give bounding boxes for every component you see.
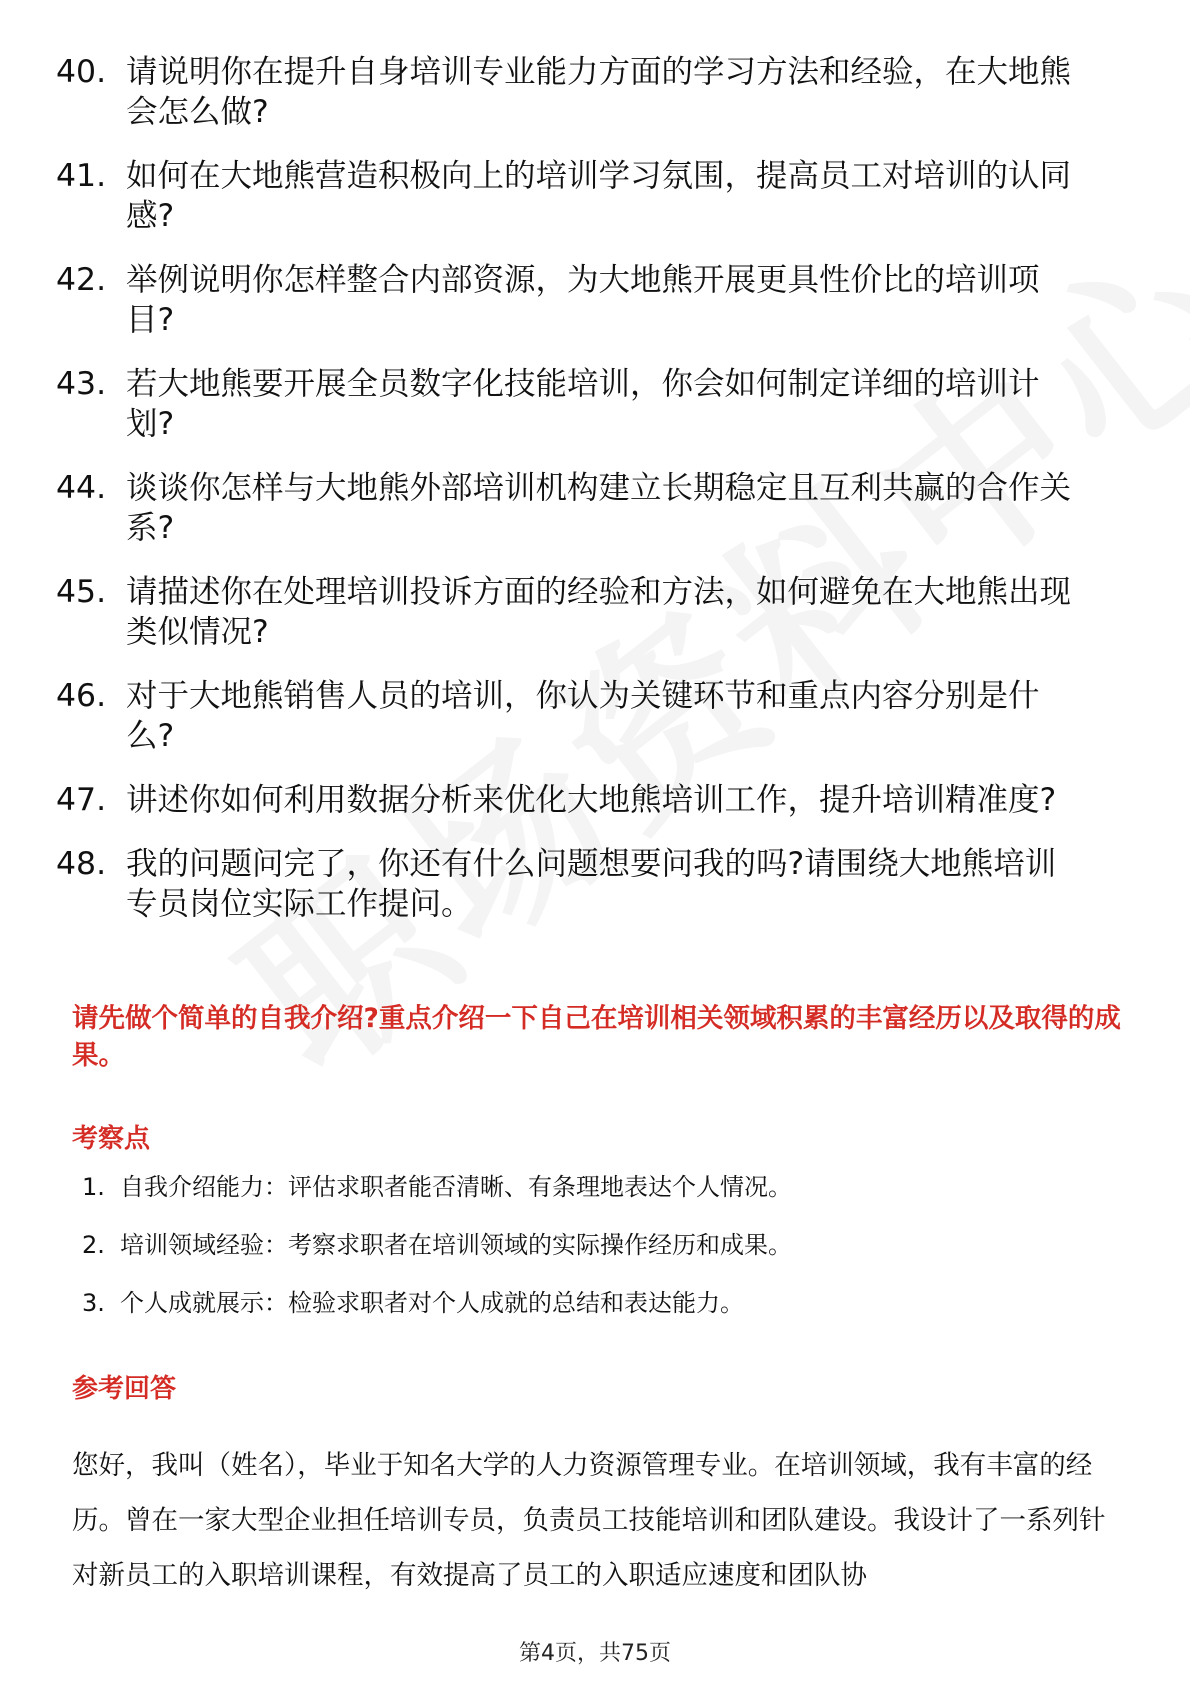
question-number: 47. [56, 782, 107, 818]
question-text: 请说明你在提升自身培训专业能力方面的学习方法和经验，在大地熊会怎么做? [126, 54, 1072, 130]
answer-heading: 参考回答 [72, 1374, 177, 1404]
question-number: 42. [56, 262, 107, 298]
question-text: 讲述你如何利用数据分析来优化大地熊培训工作，提升培训精准度? [126, 782, 1057, 818]
question-item [56, 260, 1136, 340]
point-text: 自我介绍能力：评估求职者能否清晰、有条理地表达个人情况。 [120, 1173, 792, 1201]
question-item [56, 844, 1136, 924]
answer-paragraph: 您好，我叫（姓名），毕业于知名大学的人力资源管理专业。在培训领域，我有丰富的经历。曾在一家大型企业担任培训专员，负责员工技能培训和团队建设。我设计了一系列针对新员工的入职培训课程，有效提高了员工的入职适应速度和团队协 [72, 1450, 1106, 1591]
question-number: 44. [56, 470, 107, 506]
question-text: 如何在大地熊营造积极向上的培训学习氛围，提高员工对培训的认同感? [126, 158, 1072, 234]
question-item [56, 364, 1136, 444]
question-item [56, 780, 1136, 820]
question-text: 请描述你在处理培训投诉方面的经验和方法，如何避免在大地熊出现类似情况? [126, 574, 1072, 650]
question-text: 我的问题问完了，你还有什么问题想要问我的吗?请围绕大地熊培训专员岗位实际工作提问。 [126, 846, 1057, 922]
point-text: 培训领域经验：考察求职者在培训领域的实际操作经历和成果。 [120, 1231, 792, 1259]
question-number: 45. [56, 574, 107, 610]
point-number: 3. [82, 1289, 105, 1317]
point-number: 1. [82, 1173, 105, 1201]
question-list [56, 52, 1136, 948]
question-number: 46. [56, 678, 107, 714]
intro-question-heading: 请先做个简单的自我介绍?重点介绍一下自己在培训相关领域积累的丰富经历以及取得的成果。 [72, 1003, 1121, 1071]
question-text: 对于大地熊销售人员的培训，你认为关键环节和重点内容分别是什么? [126, 678, 1040, 754]
question-item [56, 572, 1136, 652]
point-item [82, 1172, 1122, 1202]
question-text: 谈谈你怎样与大地熊外部培训机构建立长期稳定且互利共赢的合作关系? [126, 470, 1072, 546]
question-text: 举例说明你怎样整合内部资源，为大地熊开展更具性价比的培训项目? [126, 262, 1040, 338]
point-number: 2. [82, 1231, 105, 1259]
point-item [82, 1230, 1122, 1260]
question-number: 43. [56, 366, 107, 402]
question-item [56, 468, 1136, 548]
question-number: 41. [56, 158, 107, 194]
points-heading: 考察点 [72, 1124, 151, 1154]
question-text: 若大地熊要开展全员数字化技能培训，你会如何制定详细的培训计划? [126, 366, 1040, 442]
question-item [56, 52, 1136, 132]
question-item [56, 156, 1136, 236]
page-footer: 第4页，共75页 [519, 1641, 671, 1666]
point-item [82, 1288, 1122, 1318]
question-item [56, 676, 1136, 756]
points-list [82, 1172, 1122, 1346]
point-text: 个人成就展示：检验求职者对个人成就的总结和表达能力。 [120, 1289, 744, 1317]
question-number: 40. [56, 54, 107, 90]
question-number: 48. [56, 846, 107, 882]
